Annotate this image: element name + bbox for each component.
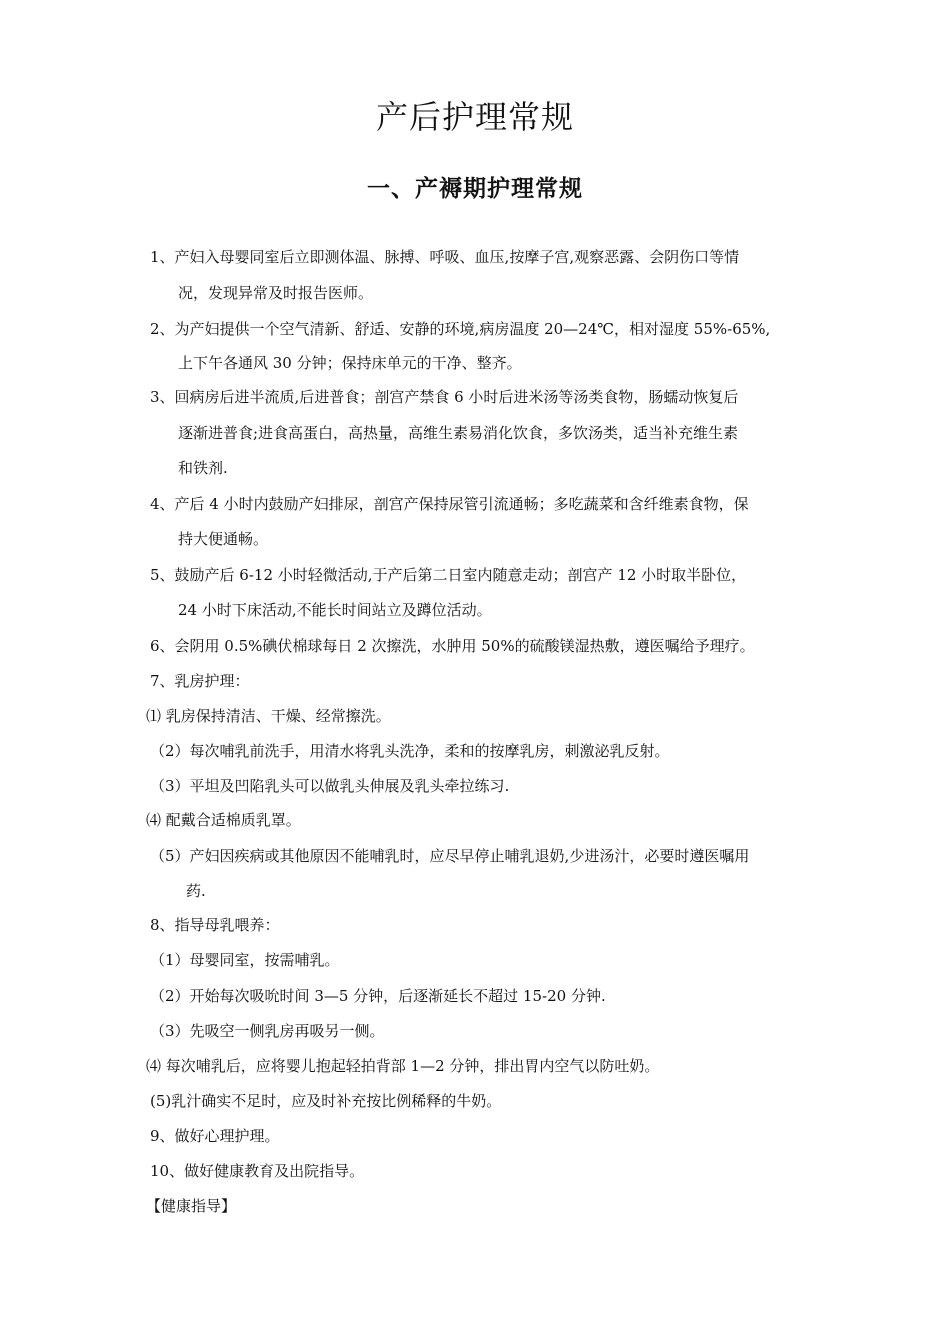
document-title: 产后护理常规: [375, 98, 574, 136]
list-item-3-line-2: 逐渐进普食;进食高蛋白，高热量，高维生素易消化饮食，多饮汤类，适当补充维生素: [178, 424, 739, 442]
list-item-1-line-2: 况，发现异常及时报告医师。: [178, 284, 374, 302]
list-item-1-line-1: 1、产妇入母婴同室后立即测体温、脉搏、呼吸、血压,按摩子宫,观察恶露、会阴伤口等情: [150, 248, 740, 266]
feeding-item-4: ⑷ 每次哺乳后，应将婴儿抱起轻拍背部 1—2 分钟，排出胃内空气以防吐奶。: [146, 1057, 660, 1075]
section-heading: 一、产褥期护理常规: [367, 176, 583, 202]
list-item-7-line-1: 7、乳房护理：: [150, 672, 250, 690]
feeding-item-1: （1）母婴同室，按需哺乳。: [150, 951, 340, 969]
breast-care-item-3: （3）平坦及凹陷乳头可以做乳头伸展及乳头牵拉练习.: [150, 777, 510, 795]
list-item-3-line-1: 3、回病房后进半流质,后进普食；剖宫产禁食 6 小时后进米汤等汤类食物，肠蠕动恢复后: [150, 388, 739, 406]
breast-care-item-5-line-1: （5）产妇因疾病或其他原因不能哺乳时，应尽早停止哺乳退奶,少进汤汁，必要时遵医嘱用: [150, 847, 750, 865]
breast-care-item-4: ⑷ 配戴合适棉质乳罩。: [146, 811, 301, 829]
list-item-4-line-1: 4、产后 4 小时内鼓励产妇排尿，剖宫产保持尿管引流通畅；多吃蔬菜和含纤维素食物，保: [150, 495, 749, 513]
list-item-2-line-1: 2、为产妇提供一个空气清新、舒适、安静的环境,病房温度 20—24℃，相对湿度 55%-65%,: [150, 320, 771, 338]
list-item-5-line-2: 24 小时下床活动,不能长时间站立及蹲位活动。: [178, 601, 492, 619]
list-item-3-line-3: 和铁剂.: [178, 459, 228, 477]
feeding-item-2: （2）开始每次吸吮时间 3—5 分钟，后逐渐延长不超过 15-20 分钟.: [150, 987, 606, 1005]
breast-care-item-1: ⑴ 乳房保持清洁、干燥、经常擦洗。: [146, 707, 391, 725]
breast-care-item-2: （2）每次哺乳前洗手，用清水将乳头洗净，柔和的按摩乳房，刺激泌乳反射。: [150, 742, 670, 760]
list-item-4-line-2: 持大便通畅。: [178, 530, 269, 548]
list-item-10-line-1: 10、做好健康教育及出院指导。: [150, 1162, 365, 1180]
list-item-8-line-1: 8、指导母乳喂养：: [150, 916, 280, 934]
list-item-9-line-1: 9、做好心理护理。: [150, 1127, 280, 1145]
list-item-6-line-1: 6、会阴用 0.5%碘伏棉球每日 2 次擦洗，水肿用 50%的硫酸镁湿热敷，遵医嘱给予理疗。: [150, 637, 755, 655]
feeding-item-3: （3）先吸空一侧乳房再吸另一侧。: [150, 1022, 385, 1040]
feeding-item-5: (5)乳汁确实不足时，应及时补充按比例稀释的牛奶。: [150, 1092, 502, 1110]
list-item-5-line-1: 5、鼓励产后 6-12 小时轻微活动,于产后第二日室内随意走动；剖宫产 12 小时取半卧位，: [150, 566, 747, 584]
list-item-2-line-2: 上下午各通风 30 分钟；保持床单元的干净、整齐。: [178, 354, 522, 372]
health-guidance-heading: 【健康指导】: [146, 1197, 237, 1215]
breast-care-item-5-line-2: 药.: [186, 882, 206, 900]
